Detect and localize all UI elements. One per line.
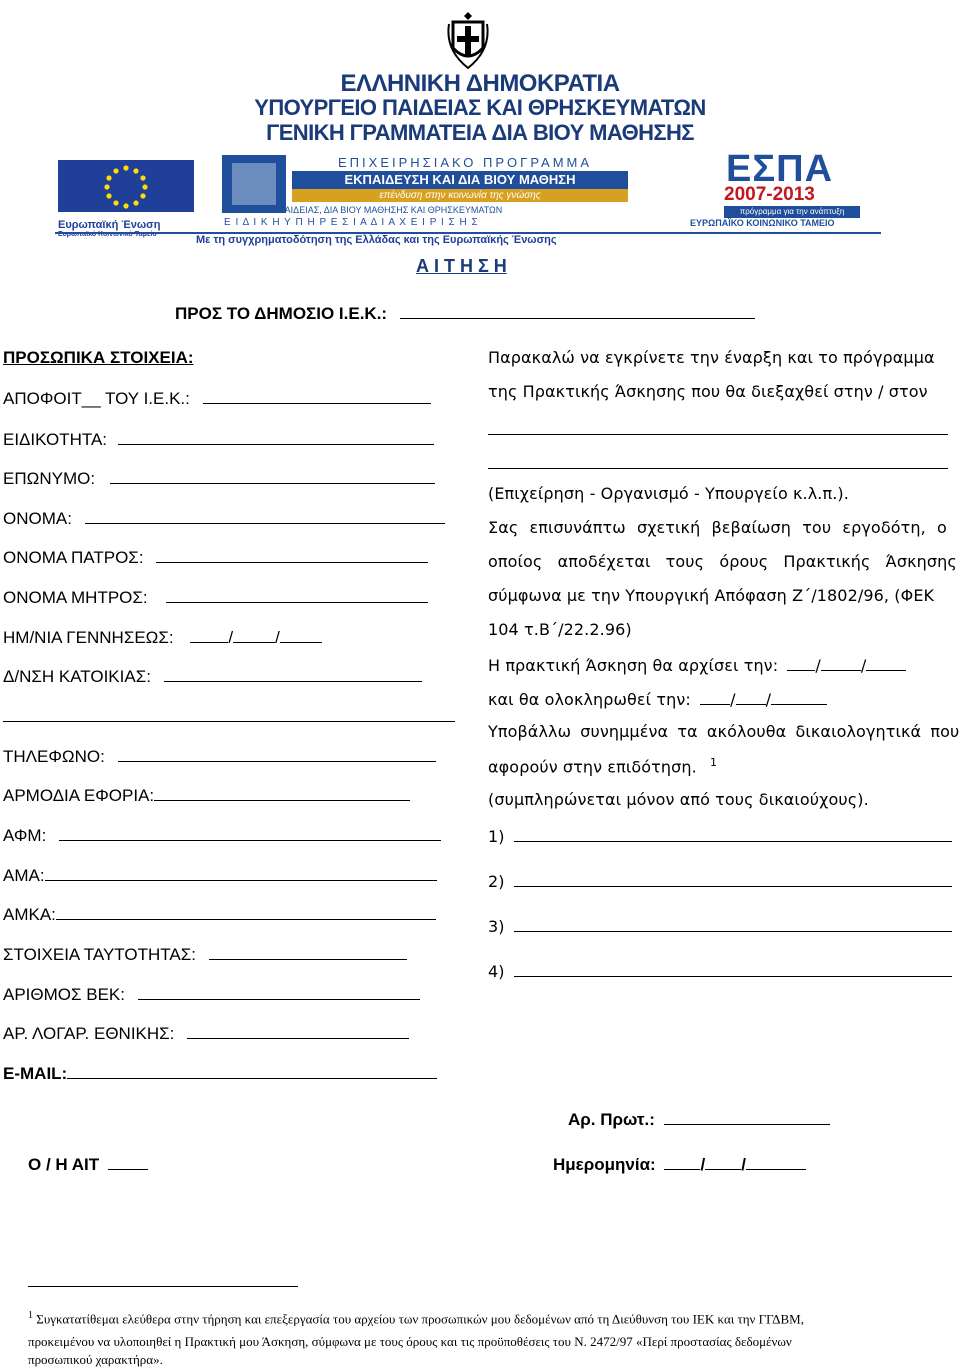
amka-row [3, 903, 436, 925]
footnote-line3: προσωπικού χαρακτήρα». [28, 1352, 163, 1367]
afm-label: ΑΦΜ: [3, 826, 47, 845]
tax-office-row [3, 784, 410, 806]
amka-field[interactable] [56, 903, 436, 920]
bank-account-field[interactable] [187, 1022, 409, 1039]
phone-label: ΤΗΛΕΦΩΝΟ: [3, 747, 105, 766]
attach-text-line4: 104 τ.Β΄/22.2.96) [488, 620, 632, 639]
graduate-row [3, 387, 431, 409]
document-item-4: 4) [488, 960, 952, 981]
end-date-label: και θα ολοκληρωθεί την: [488, 690, 691, 709]
name-field[interactable] [85, 507, 445, 524]
eu-label: Ευρωπαϊκή Ένωση [58, 219, 161, 231]
espa-years: 2007-2013 [724, 184, 815, 205]
tax-office-label: ΑΡΜΟΔΙΑ ΕΦΟΡΙΑ: [3, 786, 155, 805]
eu-fund-label: Ευρωπαϊκό Κοινωνικό Ταμείο [58, 231, 157, 238]
footnote-separator [28, 1286, 298, 1287]
document-item-3: 3) [488, 915, 952, 936]
footnote-reference[interactable]: 1 [709, 756, 718, 769]
vek-label: ΑΡΙΘΜΟΣ ΒΕΚ: [3, 985, 125, 1004]
vek-row [3, 983, 420, 1005]
attach-text-line1: Σας επισυνάπτω σχετική βεβαίωση του εργοδότη, ο [488, 518, 947, 537]
afm-field[interactable] [59, 824, 441, 841]
recipient-field[interactable] [400, 302, 755, 319]
address-label: Δ/ΝΣΗ ΚΑΤΟΙΚΙΑΣ: [3, 667, 151, 686]
phone-row [3, 745, 436, 767]
id-card-label: ΣΤΟΙΧΕΙΑ ΤΑΥΤΟΤΗΤΑΣ: [3, 945, 196, 964]
ministry-title: ΥΠΟΥΡΓΕΙΟ ΠΑΙΔΕΙΑΣ ΚΑΙ ΘΡΗΣΚΕΥΜΑΤΩΝ [254, 95, 706, 120]
coat-of-arms-logo [445, 10, 491, 72]
cofinance-caption: Με τη συγχρηματοδότηση της Ελλάδας και της Ευρωπαϊκής Ένωσης [196, 234, 557, 246]
document-item-3-field[interactable] [514, 915, 952, 932]
date-day-field[interactable] [664, 1153, 700, 1170]
start-date-row: Η πρακτική Άσκηση θα αρχίσει την: / / [488, 654, 906, 675]
address-field[interactable] [164, 665, 422, 682]
attach-text-line3: σύμφωνα με την Υπουργική Απόφαση Ζ΄/1802/96, (ΦΕΚ [488, 586, 935, 605]
request-text-line2: της Πρακτικής Άσκησης που θα διεξαχθεί στην / στον [488, 382, 928, 401]
start-year-field[interactable] [866, 654, 906, 671]
footnote-line2: προκειμένου να υλοποιηθεί η Πρακτική μου Άσκηση, σύμφωνα με τους όρους και τις προϋποθέσεις του Ν. 2472/97 «Περί προστασίας δεδομένων [28, 1334, 792, 1349]
op-subtitle: ΕΚΠΑΙΔΕΥΣΗ ΚΑΙ ΔΙΑ ΒΙΟΥ ΜΑΘΗΣΗ [292, 171, 628, 189]
protocol-label: Αρ. Πρωτ.: [568, 1110, 655, 1129]
op-slogan: επένδυση στην κοινωνία της γνώσης [292, 189, 628, 202]
end-month-field[interactable] [736, 688, 766, 705]
date-month-field[interactable] [705, 1153, 741, 1170]
amka-label: ΑΜΚΑ: [3, 905, 56, 924]
protocol-field[interactable] [664, 1108, 830, 1125]
name-row [3, 507, 445, 529]
bank-account-row [3, 1022, 409, 1044]
organization-field-line1[interactable] [488, 418, 948, 435]
organization-field-line2[interactable] [488, 452, 948, 469]
protocol-row [568, 1108, 830, 1130]
eu-flag-logo [58, 160, 194, 238]
documents-text-line2: αφορούν στην επιδότηση. $^1$ [488, 756, 718, 777]
footnote-line1: $^1$ Συγκατατίθεμαι ελεύθερα στην τήρηση και επεξεργασία του αρχείου των προσωπικών μου δεδομένων από τη Διεύθυνση του ΙΕΚ και την ΓΓΔΒΜ, [28, 1310, 804, 1327]
start-date-label: Η πρακτική Άσκηση θα αρχίσει την: [488, 656, 779, 675]
documents-text-line1: Υποβάλλω συνημμένα τα ακόλουθα δικαιολογητικά που [488, 722, 960, 741]
email-field[interactable] [67, 1062, 437, 1079]
mother-label: ΟΝΟΜΑ ΜΗΤΡΟΣ: [3, 588, 148, 607]
ama-label: ΑΜΑ: [3, 866, 45, 885]
document-item-2: 2) [488, 870, 952, 891]
address-field-line2[interactable] [3, 705, 455, 722]
surname-label: ΕΠΩΝΥΜΟ: [3, 469, 96, 488]
surname-field[interactable] [110, 467, 435, 484]
specialty-row [3, 428, 434, 450]
ama-row [3, 864, 437, 886]
birth-label: ΗΜ/ΝΙΑ ΓΕΝΝΗΣΕΩΣ: [3, 628, 174, 647]
documents-text-line3: (συμπληρώνεται μόνον από τους δικαιούχους). [488, 790, 869, 809]
birth-year-field[interactable] [280, 626, 322, 643]
op-ministry: ΥΠΟΥΡΓΕΙΟ ΠΑΙΔΕΙΑΣ, ΔΙΑ ΒΙΟΥ ΜΑΘΗΣΗΣ ΚΑΙ ΘΡΗΣΚΕΥΜΑΤΩΝ [224, 205, 503, 215]
end-year-field[interactable] [771, 688, 827, 705]
footnote-mark: 1 [28, 1310, 33, 1321]
graduate-field[interactable] [203, 387, 431, 404]
email-row [3, 1062, 437, 1084]
surname-row [3, 467, 435, 489]
ama-field[interactable] [45, 864, 437, 881]
date-row: Ημερομηνία: / / [553, 1153, 806, 1175]
mother-row [3, 586, 428, 608]
applicant-row [28, 1153, 148, 1175]
attach-text-line2: οποίος αποδέχεται τους όρους Πρακτικής Άσκησης [488, 552, 957, 571]
tax-office-field[interactable] [154, 784, 410, 801]
end-date-row: και θα ολοκληρωθεί την: / / [488, 688, 827, 709]
request-text-line1: Παρακαλώ να εγκρίνετε την έναρξη και το πρόγραμμα [488, 348, 935, 367]
op-title: ΕΠΙΧΕΙΡΗΣΙΑΚΟ ΠΡΟΓΡΑΜΜΑ [338, 155, 593, 170]
specialty-field[interactable] [118, 428, 434, 445]
start-month-field[interactable] [821, 654, 861, 671]
mother-field[interactable] [166, 586, 428, 603]
email-label: E-MAIL: [3, 1064, 68, 1083]
father-label: ΟΝΟΜΑ ΠΑΤΡΟΣ: [3, 548, 144, 567]
espa-title: ΕΣΠΑ [726, 148, 834, 190]
phone-field[interactable] [118, 745, 436, 762]
document-item-1: 1) [488, 825, 952, 846]
birth-day-field[interactable] [190, 626, 228, 643]
document-item-2-field[interactable] [514, 870, 952, 887]
op-service: Ε Ι Δ Ι Κ Η Υ Π Η Ρ Ε Σ Ι Α Δ Ι Α Χ Ε Ι Ρ Ι Σ Η Σ [224, 217, 479, 228]
bank-account-label: ΑΡ. ΛΟΓΑΡ. ΕΘΝΙΚΗΣ: [3, 1024, 175, 1043]
end-day-field[interactable] [700, 688, 730, 705]
espa-slogan: πρόγραμμα για την ανάπτυξη [724, 206, 860, 218]
document-item-4-field[interactable] [514, 960, 952, 977]
id-card-row [3, 943, 407, 965]
organization-caption: (Επιχείρηση - Οργανισμό - Υπουργείο κ.λ.π.). [488, 484, 849, 503]
start-day-field[interactable] [787, 654, 815, 671]
document-item-1-field[interactable] [514, 825, 952, 842]
recipient-line [175, 302, 755, 324]
name-label: ΟΝΟΜΑ: [3, 509, 72, 528]
id-card-field[interactable] [209, 943, 407, 960]
date-year-field[interactable] [746, 1153, 806, 1170]
graduate-label: ΑΠΟΦΟΙΤ__ ΤΟΥ Ι.Ε.Κ.: [3, 389, 190, 408]
applicant-suffix-field[interactable] [108, 1153, 148, 1170]
father-field[interactable] [156, 546, 428, 563]
republic-title: ΕΛΛΗΝΙΚΗ ΔΗΜΟΚΡΑΤΙΑ [340, 70, 620, 97]
applicant-label: Ο / Η ΑΙΤ [28, 1155, 100, 1174]
personal-details-heading: ΠΡΟΣΩΠΙΚΑ ΣΤΟΙΧΕΙΑ: [3, 348, 194, 367]
op-education-logo [222, 155, 632, 233]
form-title: Α Ι Τ Η Σ Η [416, 256, 507, 276]
birth-month-field[interactable] [233, 626, 275, 643]
address-row [3, 665, 422, 687]
father-row [3, 546, 428, 568]
secretariat-title: ΓΕΝΙΚΗ ΓΡΑΜΜΑΤΕΙΑ ΔΙΑ ΒΙΟΥ ΜΑΘΗΣΗΣ [266, 120, 694, 145]
espa-logo [690, 148, 880, 234]
birth-row: ΗΜ/ΝΙΑ ΓΕΝΝΗΣΕΩΣ: / / [3, 626, 322, 648]
specialty-label: ΕΙΔΙΚΟΤΗΤΑ: [3, 430, 108, 449]
recipient-label: ΠΡΟΣ ΤΟ ΔΗΜΟΣΙΟ Ι.Ε.Κ.: [175, 304, 388, 323]
espa-fund: ΕΥΡΩΠΑΪΚΟ ΚΟΙΝΩΝΙΚΟ ΤΑΜΕΙΟ [690, 218, 835, 228]
date-label: Ημερομηνία: [553, 1155, 656, 1174]
vek-field[interactable] [138, 983, 420, 1000]
afm-row [3, 824, 441, 846]
